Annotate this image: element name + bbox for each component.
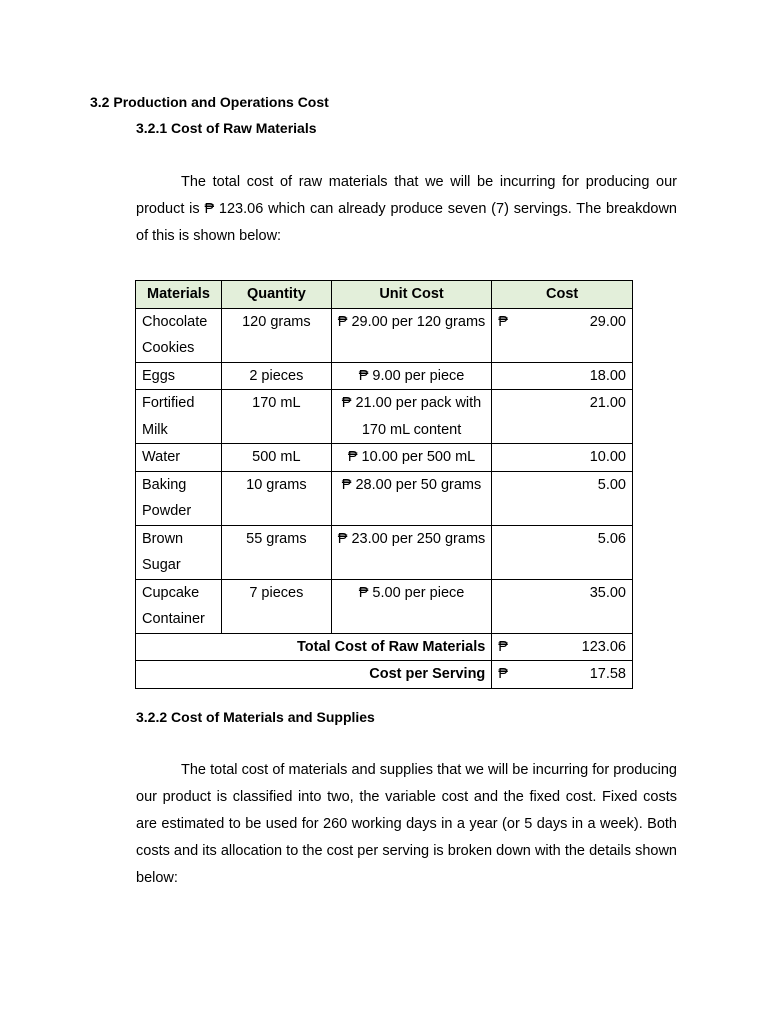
table-row xyxy=(136,308,633,362)
cell-cost xyxy=(492,308,633,362)
cell-material: Water xyxy=(136,444,222,472)
cell-cost xyxy=(492,444,633,472)
table-row xyxy=(136,471,633,525)
table-row xyxy=(136,579,633,633)
peso-sign: ₱ xyxy=(498,313,508,330)
cost-value: 21.00 xyxy=(589,395,626,411)
table-row xyxy=(136,525,633,579)
cell-material: Chocolate Cookies xyxy=(136,308,222,362)
cell-material: Baking Powder xyxy=(136,471,222,525)
cell-unit-cost: ₱ 23.00 per 250 grams xyxy=(331,525,492,579)
table-row xyxy=(136,390,633,444)
table-header-row xyxy=(136,281,633,309)
total-cost-label: Total Cost of Raw Materials xyxy=(136,633,492,661)
cell-unit-cost: ₱ 29.00 per 120 grams xyxy=(331,308,492,362)
cell-unit-cost: ₱ 21.00 per pack with 170 mL content xyxy=(331,390,492,444)
cell-cost xyxy=(492,390,633,444)
cell-unit-cost: ₱ 10.00 per 500 mL xyxy=(331,444,492,472)
cost-value: 5.06 xyxy=(597,530,626,547)
table-row xyxy=(136,444,633,472)
raw-materials-paragraph-text: The total cost of raw materials that we will be incurring for producing our product is ₱ 123.06 which can already produce seven (7) servings. The breakdown of this is shown below: xyxy=(136,174,677,244)
serving-row xyxy=(136,661,633,689)
cell-unit-cost: ₱ 28.00 per 50 grams xyxy=(331,471,492,525)
table-row xyxy=(136,362,633,390)
cell-cost xyxy=(492,579,633,633)
cell-cost xyxy=(492,362,633,390)
header-quantity: Quantity xyxy=(221,281,331,309)
cost-value: 29.00 xyxy=(589,313,626,330)
cell-quantity: 170 mL xyxy=(221,390,331,444)
materials-supplies-paragraph xyxy=(136,757,677,892)
header-materials: Materials xyxy=(136,281,222,309)
raw-materials-table xyxy=(135,280,633,689)
cell-quantity: 7 pieces xyxy=(221,579,331,633)
raw-materials-paragraph xyxy=(136,169,677,250)
header-unit-cost: Unit Cost xyxy=(331,281,492,309)
cell-quantity: 500 mL xyxy=(221,444,331,472)
cost-value: 5.00 xyxy=(597,476,626,493)
materials-supplies-paragraph-text: The total cost of materials and supplies that we will be incurring for producing our product is classified into two, the variable cost and the fixed cost. Fixed costs are estimated to be used for 260 working days in a year (or 5 days in a week). Both costs and its allocation to the cost per serving is broken down with the details shown below: xyxy=(136,762,677,886)
cell-cost xyxy=(492,471,633,525)
section-heading-production-cost: 3.2 Production and Operations Cost xyxy=(90,94,329,110)
header-cost: Cost xyxy=(492,281,633,309)
cost-value: 10.00 xyxy=(589,449,626,465)
cell-material: Eggs xyxy=(136,362,222,390)
total-cost-value: 123.06 xyxy=(581,638,626,655)
peso-sign: ₱ xyxy=(498,666,508,682)
cost-per-serving-cell xyxy=(492,661,633,689)
cell-unit-cost: ₱ 9.00 per piece xyxy=(331,362,492,390)
cost-per-serving-value: 17.58 xyxy=(589,666,626,682)
cell-material: Fortified Milk xyxy=(136,390,222,444)
cell-material: Cupcake Container xyxy=(136,579,222,633)
cost-per-serving-label: Cost per Serving xyxy=(136,661,492,689)
subsection-heading-raw-materials: 3.2.1 Cost of Raw Materials xyxy=(136,120,317,136)
cell-quantity: 120 grams xyxy=(221,308,331,362)
cell-quantity: 10 grams xyxy=(221,471,331,525)
total-row xyxy=(136,633,633,661)
cost-value: 35.00 xyxy=(589,584,626,601)
cell-quantity: 2 pieces xyxy=(221,362,331,390)
total-cost-cell xyxy=(492,633,633,661)
cell-unit-cost: ₱ 5.00 per piece xyxy=(331,579,492,633)
cell-cost xyxy=(492,525,633,579)
cost-value: 18.00 xyxy=(589,367,626,384)
peso-sign: ₱ xyxy=(498,638,508,655)
cell-material: Brown Sugar xyxy=(136,525,222,579)
cell-quantity: 55 grams xyxy=(221,525,331,579)
subsection-heading-materials-supplies: 3.2.2 Cost of Materials and Supplies xyxy=(136,709,375,725)
